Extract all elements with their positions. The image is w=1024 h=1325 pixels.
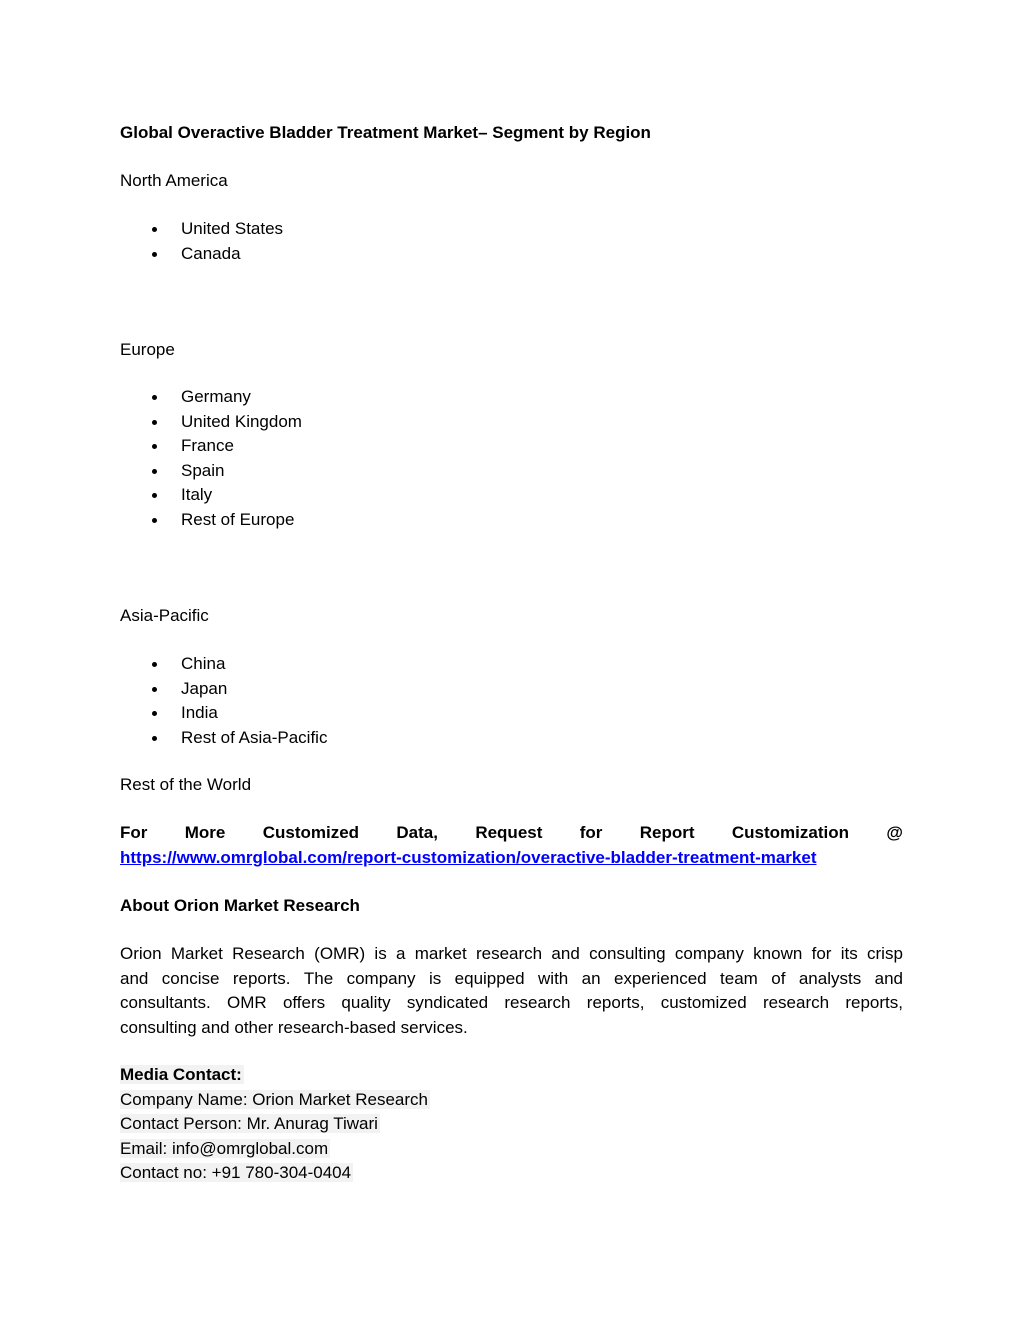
bullet-icon	[152, 420, 157, 425]
about-paragraph	[120, 942, 903, 1040]
region-heading-rest-of-world: Rest of the World	[120, 775, 252, 794]
report-customization-link[interactable]: https://www.omrglobal.com/report-customization/overactive-bladder-treatment-market	[120, 848, 817, 867]
list-item: China	[120, 652, 327, 677]
media-contact-heading: Media Contact:	[120, 1065, 242, 1084]
paragraph-line: Orion Market Research (OMR) is a market research and consulting company known for its crisp	[120, 944, 903, 963]
list-item: Spain	[120, 459, 302, 484]
list-item: Rest of Asia-Pacific	[120, 726, 327, 751]
region-heading-north-america: North America	[120, 171, 228, 190]
bullet-icon	[152, 444, 157, 449]
list-item: Germany	[120, 385, 302, 410]
country-list-asia-pacific	[120, 652, 327, 750]
list-item: India	[120, 701, 327, 726]
paragraph-line: consultants. OMR offers quality syndicated research reports, customized research reports,	[120, 993, 903, 1012]
list-item: France	[120, 434, 302, 459]
bullet-icon	[152, 518, 157, 523]
paragraph-line: and concise reports. The company is equipped with an experienced team of analysts and	[120, 968, 903, 988]
list-item: Rest of Europe	[120, 508, 302, 533]
bullet-icon	[152, 687, 157, 692]
list-item: Japan	[120, 677, 327, 702]
bullet-icon	[152, 711, 157, 716]
about-heading: About Orion Market Research	[120, 896, 360, 915]
company-name: Company Name: Orion Market Research	[120, 1089, 429, 1109]
contact-email: Email: info@omrglobal.com	[120, 1138, 329, 1158]
bullet-icon	[152, 493, 157, 498]
bullet-icon	[152, 252, 157, 257]
list-item: Canada	[120, 242, 283, 267]
region-heading-europe: Europe	[120, 340, 175, 359]
region-heading-asia-pacific: Asia-Pacific	[120, 606, 209, 625]
bullet-icon	[152, 736, 157, 741]
customization-request-text: For More Customized Data, Request for Report Customization @	[120, 823, 903, 842]
bullet-icon	[152, 662, 157, 667]
bullet-icon	[152, 395, 157, 400]
list-item: United Kingdom	[120, 410, 302, 435]
bullet-icon	[152, 469, 157, 474]
contact-phone: Contact no: +91 780-304-0404	[120, 1163, 352, 1182]
contact-person: Contact Person: Mr. Anurag Tiwari	[120, 1114, 378, 1133]
list-item: United States	[120, 217, 283, 242]
media-contact-block	[120, 1063, 430, 1186]
country-list-europe	[120, 385, 302, 533]
paragraph-line: consulting and other research-based services.	[120, 1017, 468, 1037]
country-list-north-america	[120, 217, 283, 266]
list-item: Italy	[120, 483, 302, 508]
bullet-icon	[152, 227, 157, 232]
page-title: Global Overactive Bladder Treatment Market– Segment by Region	[120, 123, 651, 142]
